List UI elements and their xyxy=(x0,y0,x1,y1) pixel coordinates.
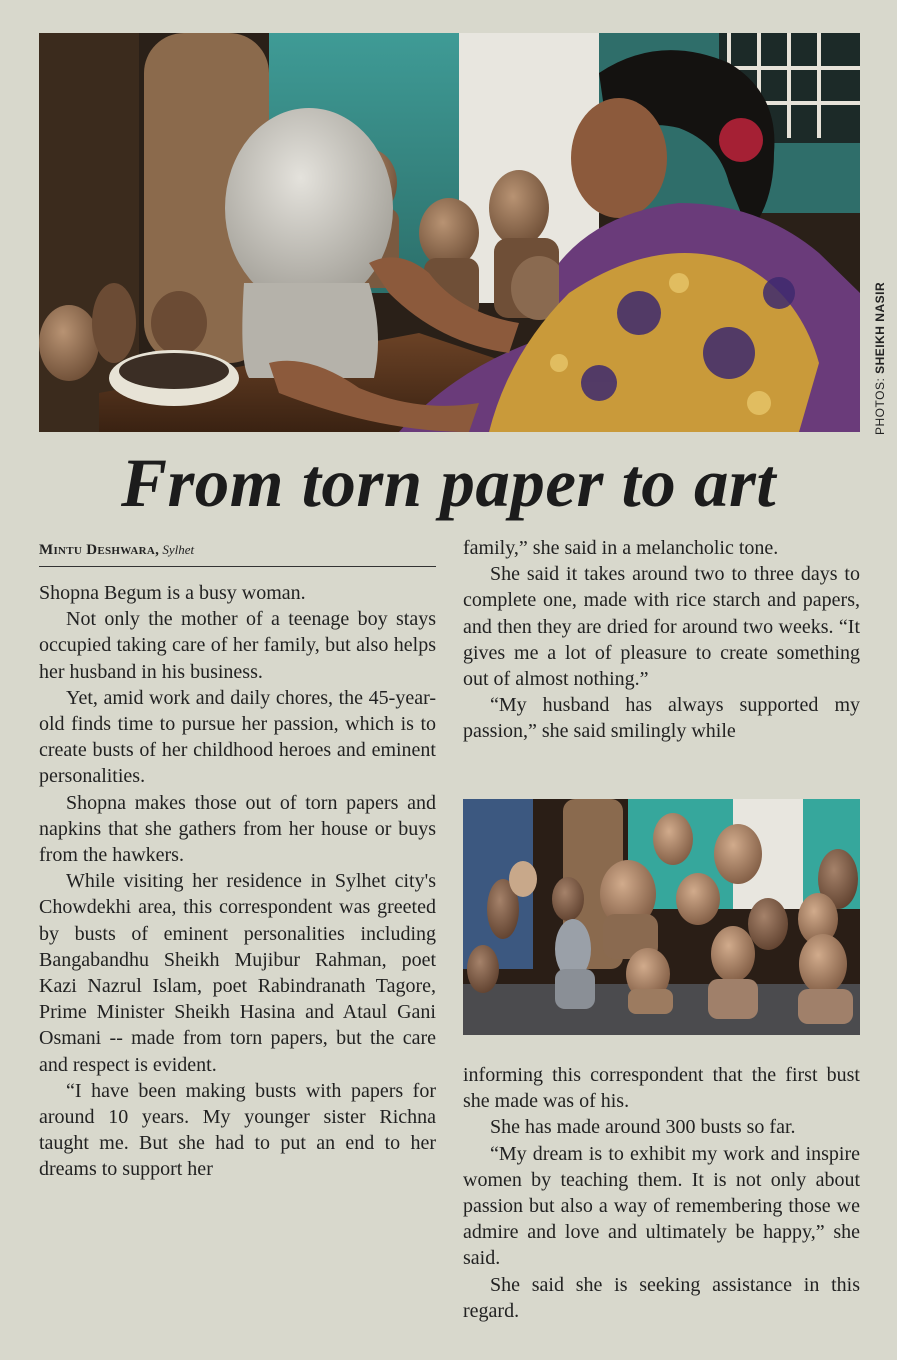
paragraph: informing this correspondent that the first bust she made was of his. xyxy=(463,1064,860,1113)
paragraph: “I have been making busts with papers for around 10 years. My younger sister Richna taught me. But she had to put an end to her dreams to support her xyxy=(39,1079,436,1181)
paragraph: While visiting her residence in Sylhet city's Chowdekhi area, this correspondent was greeted by busts of eminent personalities including Bangabandhu Sheikh Mujibur Rahman, poet Kazi Nazrul Islam, poet Rabindranath Tagore, Prime Minister Sheikh Hasina and Ataul Gani Osmani -- made from torn papers, but the care and respect is evident. xyxy=(39,870,436,1076)
article-column-1 xyxy=(39,580,436,1183)
main-photo xyxy=(39,33,860,432)
paragraph: “My dream is to exhibit my work and inspire women by teaching them. It is not only about passion but also a way of remembering those we admire and love and ultimately be happy,” she said. xyxy=(463,1142,860,1270)
paragraph: She has made around 300 busts so far. xyxy=(490,1116,796,1139)
paragraph: She said she is seeking assistance in this regard. xyxy=(463,1273,860,1322)
paragraph: She said it takes around two to three days to complete one, made with rice starch and papers, and then they are dried for around two weeks. “It gives me a lot of pleasure to create something out of almost nothing.” xyxy=(463,563,860,691)
paragraph: Yet, amid work and daily chores, the 45-year-old finds time to pursue her passion, which is to create busts of her childhood heroes and eminent personalities. xyxy=(39,686,436,788)
byline-author: Mintu Deshwara, xyxy=(39,542,160,558)
paragraph: Shopna Begum is a busy woman. xyxy=(39,582,306,604)
busts-photo xyxy=(463,799,860,1035)
paragraph: “My husband has always supported my passion,” she said smilingly while xyxy=(463,694,860,743)
byline xyxy=(39,540,436,567)
headline: From torn paper to art xyxy=(120,445,777,521)
article-column-2-top xyxy=(463,535,860,745)
article-column-2-bottom xyxy=(463,1062,860,1324)
photo-credit-prefix: PHOTOS: xyxy=(873,373,887,435)
photo-credit xyxy=(873,282,887,435)
paragraph: Shopna makes those out of torn papers and napkins that she gathers from her house or buys from the hawkers. xyxy=(39,791,436,867)
paragraph: family,” she said in a melancholic tone. xyxy=(463,537,779,559)
photo-credit-name: SHEIKH NASIR xyxy=(873,281,887,374)
paragraph: Not only the mother of a teenage boy stays occupied taking care of her family, but also helps her husband in his business. xyxy=(39,608,436,683)
byline-place: Sylhet xyxy=(162,542,195,557)
